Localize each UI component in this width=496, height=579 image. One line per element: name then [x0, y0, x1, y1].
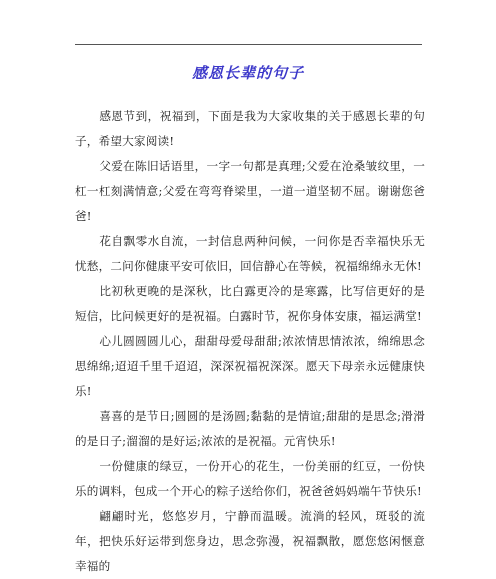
paragraph: 喜喜的是节日;圆圆的是汤圆;黏黏的是情谊;甜甜的是思念;滑滑的是日子;溜溜的是好运;浓浓的是祝福。元宵快乐! [75, 409, 425, 448]
paragraph: 翩翩时光，悠悠岁月，宁静而温暖。流淌的轻风，斑驳的流年，把快乐好运带到您身边，思念弥漫，祝福飘散，愿您悠闲惬意幸福的 [75, 509, 425, 573]
paragraph: 感恩节到，祝福到，下面是我为大家收集的关于感恩长辈的句子，希望大家阅读! [75, 109, 425, 148]
paragraph: 心儿圆圆圆儿心，甜甜母爱母甜甜;浓浓情思情浓浓，绵绵思念思绵绵;迢迢千里千迢迢，深深祝福祝深深。愿天下母亲永远健康快乐! [75, 334, 425, 398]
header-rule [75, 44, 422, 45]
document-title: 感恩长辈的句子 [191, 64, 304, 82]
document-body [75, 104, 425, 579]
paragraph: 比初秋更晚的是深秋，比白露更冷的是寒露，比写信更好的是短信，比问候更好的是祝福。白露时节，祝你身体安康，福运满堂! [75, 284, 425, 323]
paragraph: 父爱在陈旧话语里，一字一句都是真理;父爱在沧桑皱纹里，一杠一杠刻满情意;父爱在弯弯脊梁里，一道一道坚韧不屈。谢谢您爸爸! [75, 159, 425, 223]
paragraph: 一份健康的绿豆，一份开心的花生，一份美丽的红豆，一份快乐的调料，包成一个开心的粽子送给你们，祝爸爸妈妈端午节快乐! [75, 459, 425, 498]
paragraph: 花自飘零水自流，一封信息两种问候，一问你是否幸福快乐无忧愁，二问你健康平安可依旧，回信静心在等候，祝福绵绵永无休! [75, 234, 425, 273]
